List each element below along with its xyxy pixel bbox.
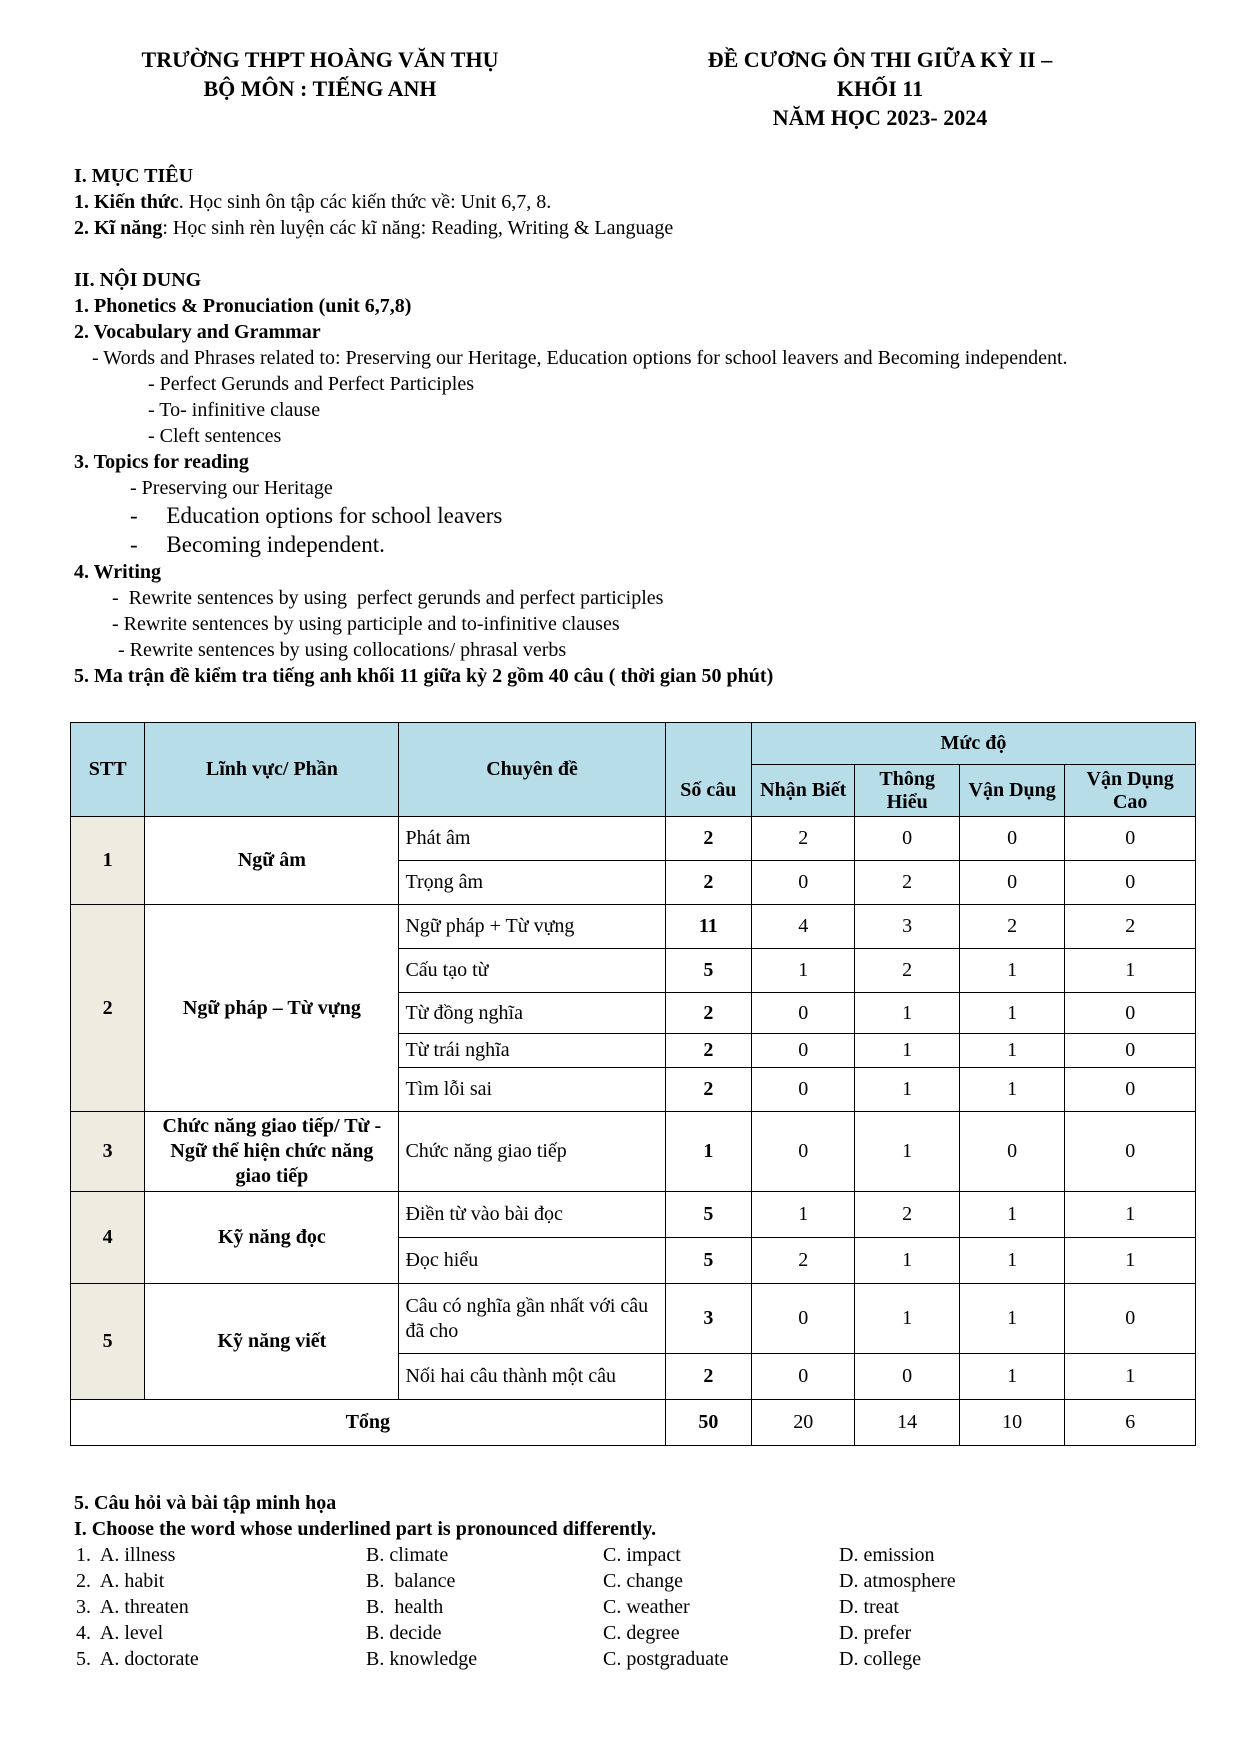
level-cell: 1 [855, 993, 959, 1034]
total-row [71, 1400, 1196, 1446]
topic-cell: Nối hai câu thành một câu [399, 1354, 665, 1400]
level-cell: 0 [1065, 861, 1196, 905]
table-row [71, 1284, 1196, 1354]
exercise-heading: 5. Câu hỏi và bài tập minh họa [74, 1492, 337, 1514]
question-number: 2. [76, 1570, 91, 1592]
table-row [71, 1192, 1196, 1238]
objective-skills-label: 2. Kĩ năng [74, 217, 163, 239]
count-cell: 5 [665, 1238, 751, 1284]
topic-cell: Trọng âm [399, 861, 665, 905]
level-cell: 0 [959, 817, 1064, 861]
level-cell: 1 [1065, 1354, 1196, 1400]
level-cell: 0 [1065, 1284, 1196, 1354]
level-cell: 2 [752, 817, 855, 861]
option-d: D. emission [839, 1544, 935, 1566]
document-body [74, 163, 1144, 689]
writing-heading: 4. Writing [74, 561, 162, 583]
exam-header [640, 45, 1120, 132]
option-d: D. atmosphere [839, 1570, 956, 1592]
objective-knowledge [74, 189, 1144, 215]
level-cell: 1 [959, 993, 1064, 1034]
writing-item: - Rewrite sentences by using collocations/ phrasal verbs [118, 639, 567, 661]
option-a: A. level [99, 1622, 164, 1644]
level-cell: 0 [752, 1112, 855, 1192]
level-cell: 0 [752, 1354, 855, 1400]
topic-cell: Đọc hiểu [399, 1238, 665, 1284]
option-c: C. postgraduate [603, 1648, 729, 1670]
level-cell: 1 [855, 1284, 959, 1354]
option-b: B. knowledge [366, 1648, 478, 1670]
count-cell: 2 [665, 817, 751, 861]
topic-cell: Từ đồng nghĩa [399, 993, 665, 1034]
level-cell: 1 [1065, 949, 1196, 993]
level-cell: 1 [752, 1192, 855, 1238]
total-level: 20 [752, 1400, 855, 1446]
header-stt: STT [71, 723, 145, 817]
total-count: 50 [665, 1400, 751, 1446]
level-cell: 4 [752, 905, 855, 949]
question-row [74, 1568, 1174, 1594]
level-cell: 2 [855, 949, 959, 993]
header-level-1: Nhận Biết [752, 765, 855, 817]
field-cell: Ngữ pháp – Từ vựng [145, 905, 399, 1112]
header-level-2: Thông Hiểu [855, 765, 959, 817]
field-cell: Chức năng giao tiếp/ Từ - Ngữ thể hiện chức năng giao tiếp [145, 1112, 399, 1192]
option-b: B. decide [366, 1622, 442, 1644]
level-cell: 1 [959, 1238, 1064, 1284]
option-b: B. health [366, 1596, 444, 1618]
header-field: Lĩnh vực/ Phần [145, 723, 399, 817]
total-level: 6 [1065, 1400, 1196, 1446]
level-cell: 1 [1065, 1192, 1196, 1238]
level-cell: 0 [752, 861, 855, 905]
option-d: D. prefer [839, 1622, 912, 1644]
field-cell: Ngữ âm [145, 817, 399, 905]
field-cell: Kỹ năng viết [145, 1284, 399, 1400]
field-cell: Kỹ năng đọc [145, 1192, 399, 1284]
topic-cell: Từ trái nghĩa [399, 1034, 665, 1068]
topic-cell: Tìm lỗi sai [399, 1068, 665, 1112]
level-cell: 0 [855, 1354, 959, 1400]
question-row [74, 1646, 1174, 1672]
level-cell: 1 [959, 1068, 1064, 1112]
vocab-item: - To- infinitive clause [148, 399, 321, 421]
count-cell: 2 [665, 1034, 751, 1068]
option-a: A. threaten [99, 1596, 189, 1618]
header-level-4: Vận Dụng Cao [1065, 765, 1196, 817]
question-number: 4. [76, 1622, 91, 1644]
level-cell: 3 [855, 905, 959, 949]
level-cell: 0 [959, 861, 1064, 905]
total-level: 14 [855, 1400, 959, 1446]
option-d: D. treat [839, 1596, 899, 1618]
count-cell: 3 [665, 1284, 751, 1354]
question-number: 3. [76, 1596, 91, 1618]
level-cell: 1 [959, 1354, 1064, 1400]
level-cell: 1 [1065, 1238, 1196, 1284]
topic-cell: Điền từ vào bài đọc [399, 1192, 665, 1238]
level-cell: 2 [1065, 905, 1196, 949]
level-cell: 0 [959, 1112, 1064, 1192]
option-a: A. illness [99, 1544, 176, 1566]
option-b: B. climate [366, 1544, 449, 1566]
section-title-content: II. NỘI DUNG [74, 269, 202, 291]
topic-cell: Phát âm [399, 817, 665, 861]
level-cell: 1 [855, 1112, 959, 1192]
writing-item: - Rewrite sentences by using perfect gerunds and perfect participles [112, 587, 664, 609]
count-cell: 11 [665, 905, 751, 949]
table-row [71, 905, 1196, 949]
level-cell: 2 [959, 905, 1064, 949]
vocab-item: - Perfect Gerunds and Perfect Participles [148, 373, 474, 395]
level-cell: 0 [1065, 1034, 1196, 1068]
reading-item: - Education options for school leavers [130, 503, 503, 528]
option-c: C. degree [603, 1622, 680, 1644]
level-cell: 2 [752, 1238, 855, 1284]
objective-skills [74, 215, 1144, 241]
department-name: BỘ MÔN : TIẾNG ANH [203, 76, 437, 101]
vocab-heading: 2. Vocabulary and Grammar [74, 321, 321, 343]
level-cell: 1 [959, 1192, 1064, 1238]
total-label: Tổng [71, 1400, 666, 1446]
document-title: ĐỀ CƯƠNG ÔN THI GIỮA KỲ II – [707, 47, 1053, 72]
level-cell: 0 [1065, 817, 1196, 861]
school-year: NĂM HỌC 2023- 2024 [772, 105, 988, 130]
option-c: C. impact [603, 1544, 681, 1566]
level-cell: 0 [752, 993, 855, 1034]
reading-item: - Becoming independent. [130, 532, 385, 557]
vocab-item: - Cleft sentences [148, 425, 282, 447]
school-header [90, 45, 550, 103]
count-cell: 2 [665, 1354, 751, 1400]
header-count: Số câu [665, 765, 751, 817]
exam-matrix-table [70, 722, 1196, 1446]
topic-cell: Câu có nghĩa gần nhất với câu đã cho [399, 1284, 665, 1354]
section-title-objectives: I. MỤC TIÊU [74, 165, 194, 187]
topic-cell: Chức năng giao tiếp [399, 1112, 665, 1192]
header-level-3: Vận Dụng [959, 765, 1064, 817]
question-row [74, 1542, 1174, 1568]
vocab-item: - Words and Phrases related to: Preserving our Heritage, Education options for school leavers and Becoming independent. [92, 347, 1068, 369]
count-cell: 2 [665, 861, 751, 905]
table-row [71, 817, 1196, 861]
option-b: B. balance [366, 1570, 456, 1592]
level-cell: 2 [855, 861, 959, 905]
stt-cell: 4 [71, 1192, 145, 1284]
level-cell: 0 [752, 1068, 855, 1112]
level-cell: 0 [1065, 1068, 1196, 1112]
count-cell: 5 [665, 949, 751, 993]
writing-item: - Rewrite sentences by using participle and to-infinitive clauses [112, 613, 620, 635]
level-cell: 1 [855, 1238, 959, 1284]
reading-heading: 3. Topics for reading [74, 451, 249, 473]
exercise-instruction: I. Choose the word whose underlined part is pronounced differently. [74, 1518, 657, 1540]
header-level: Mức độ [752, 723, 1196, 765]
level-cell: 1 [959, 1034, 1064, 1068]
option-d: D. college [839, 1648, 922, 1670]
count-cell: 2 [665, 1068, 751, 1112]
count-cell: 2 [665, 993, 751, 1034]
header-topic: Chuyên đề [399, 723, 665, 817]
level-cell: 0 [1065, 993, 1196, 1034]
table-row [71, 1112, 1196, 1192]
phonetics-heading: 1. Phonetics & Pronuciation (unit 6,7,8) [74, 295, 412, 317]
level-cell: 1 [855, 1034, 959, 1068]
grade-label: KHỐI 11 [836, 76, 924, 101]
option-a: A. habit [99, 1570, 165, 1592]
level-cell: 1 [959, 949, 1064, 993]
question-number: 5. [76, 1648, 91, 1670]
level-cell: 1 [855, 1068, 959, 1112]
topic-cell: Cấu tạo từ [399, 949, 665, 993]
reading-item: - Preserving our Heritage [130, 477, 333, 499]
total-level: 10 [959, 1400, 1064, 1446]
question-number: 1. [76, 1544, 91, 1566]
stt-cell: 1 [71, 817, 145, 905]
exercise-section [74, 1490, 1174, 1672]
stt-cell: 3 [71, 1112, 145, 1192]
objective-knowledge-text: . Học sinh ôn tập các kiến thức về: Unit 6,7, 8. [178, 191, 552, 213]
stt-cell: 5 [71, 1284, 145, 1400]
stt-cell: 2 [71, 905, 145, 1112]
option-c: C. change [603, 1570, 683, 1592]
level-cell: 2 [855, 1192, 959, 1238]
topic-cell: Ngữ pháp + Từ vựng [399, 905, 665, 949]
level-cell: 0 [855, 817, 959, 861]
level-cell: 1 [959, 1284, 1064, 1354]
question-row [74, 1620, 1174, 1646]
school-name: TRƯỜNG THPT HOÀNG VĂN THỤ [141, 47, 499, 72]
level-cell: 1 [752, 949, 855, 993]
level-cell: 0 [1065, 1112, 1196, 1192]
count-cell: 1 [665, 1112, 751, 1192]
objective-knowledge-label: 1. Kiến thức [74, 191, 179, 213]
question-row [74, 1594, 1174, 1620]
level-cell: 0 [752, 1284, 855, 1354]
count-cell: 5 [665, 1192, 751, 1238]
level-cell: 0 [752, 1034, 855, 1068]
option-a: A. doctorate [99, 1648, 199, 1670]
option-c: C. weather [603, 1596, 690, 1618]
objective-skills-text: : Học sinh rèn luyện các kĩ năng: Reading, Writing & Language [162, 217, 674, 239]
matrix-heading: 5. Ma trận đề kiểm tra tiếng anh khối 11 giữa kỳ 2 gồm 40 câu ( thời gian 50 phút) [74, 665, 774, 687]
